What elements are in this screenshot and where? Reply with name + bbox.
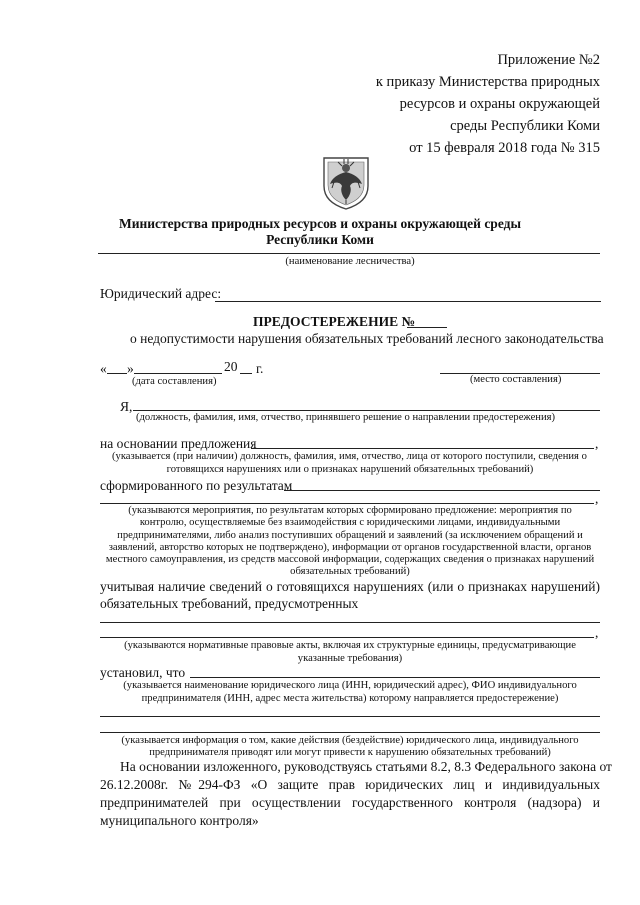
official-caption: (должность, фамилия, имя, отчество, принявшего решение о направлении предостережения)	[136, 412, 556, 423]
violation-field-line1[interactable]	[100, 716, 600, 717]
formed-comma: ,	[595, 491, 599, 506]
legal-address-label: Юридический адрес:	[100, 286, 222, 301]
proposal-comma: ,	[595, 436, 599, 451]
regulation-field-line1[interactable]	[100, 622, 600, 623]
proposal-field[interactable]	[251, 448, 594, 449]
considering-line1: учитывая наличие сведений о готовящихся нарушениях (или о признаках нарушений)	[100, 579, 600, 594]
place-caption: (место составления)	[470, 374, 562, 385]
formed-field-line2[interactable]	[100, 503, 594, 504]
order-reference-line3: среды Республики Коми	[450, 118, 600, 134]
basis-line3: предпринимателей при осуществлении государственного контроля (надзора) и	[100, 795, 600, 810]
established-label: установил, что	[100, 665, 186, 680]
legal-address-field[interactable]	[215, 301, 601, 302]
year-field[interactable]	[240, 373, 252, 374]
violation-field-line2[interactable]	[100, 732, 600, 733]
basis-line4: муниципального контроля»	[100, 813, 259, 828]
violation-caption-line1: (указывается информация о том, какие действия (бездействие) юридического лица, индивидуального	[121, 735, 579, 746]
regulation-field-line2[interactable]	[100, 637, 594, 638]
year-suffix: г.	[256, 361, 264, 376]
document-subtitle: о недопустимости нарушения обязательных требований лесного законодательства	[130, 331, 604, 346]
official-field[interactable]	[133, 410, 600, 411]
ministry-name-line1: Министерства природных ресурсов и охраны окружающей среды	[118, 216, 522, 231]
formed-caption-line6: обязательных требований)	[290, 566, 410, 577]
formed-caption-line1: (указываются мероприятия, по результатам которых сформировано предложение: мероприятия по	[128, 505, 572, 516]
warning-number-field[interactable]	[407, 327, 447, 328]
formed-caption-line3: предпринимателями, либо анализ поступивших обращений и заявлений (за исключением обращений и	[117, 530, 583, 541]
regulation-caption-line2: указанные требования)	[297, 653, 403, 664]
basis-line1: На основании изложенного, руководствуясь статьями 8.2, 8.3 Федерального закона от	[120, 759, 612, 774]
proposal-label: на основании предложения	[100, 436, 257, 451]
considering-comma: ,	[595, 625, 599, 640]
violation-caption-line2: предпринимателя приводят или могут привести к нарушению обязательных требований)	[149, 747, 551, 758]
forestry-name-caption: (наименование лесничества)	[285, 256, 415, 267]
formed-caption-line4: заявлений, авторство которых не подтверждено), информации от органов государственной власти, органов	[108, 542, 592, 553]
ministry-name-line2: Республики Коми	[266, 232, 374, 247]
proposal-caption-line1: (указывается (при наличии) должность, фамилия, имя, отчество, лица от которого поступили, сведения о	[112, 451, 587, 462]
order-reference-line2: ресурсов и охраны окружающей	[399, 96, 600, 112]
date-open-quote: «	[100, 361, 107, 376]
violator-caption-line2: предпринимателя (ИНН, адрес места жительства) которому направляется предостережение)	[141, 693, 559, 704]
date-close-quote: »	[127, 361, 134, 376]
formed-caption-line2: контролю, осуществляемые без взаимодействия с юридическими лицами, индивидуальными	[139, 517, 561, 528]
formed-field-line1[interactable]	[284, 490, 600, 491]
regulation-caption-line1: (указываются нормативные правовые акты, включая их структурные единицы, предусматривающие	[124, 640, 576, 651]
document-title: ПРЕДОСТЕРЕЖЕНИЕ №	[253, 314, 416, 329]
basis-line2: 26.12.2008г. №294-ФЗ «О защите прав юридических лиц и индивидуальных	[100, 777, 600, 792]
order-date-number: от 15 февраля 2018 года № 315	[409, 140, 600, 156]
formed-caption-line5: местного самоуправления, из средств массовой информации, содержащих сведения о признаках нарушений	[105, 554, 595, 565]
proposal-caption-line2: готовящихся нарушениях или о признаках нарушений обязательных требований)	[166, 464, 534, 475]
komi-coat-of-arms-icon	[320, 152, 372, 210]
considering-line2: обязательных требований, предусмотренных	[100, 596, 359, 611]
violator-field[interactable]	[190, 677, 600, 678]
day-field[interactable]	[107, 373, 127, 374]
formed-label: сформированного по результатам	[100, 478, 293, 493]
i-label: Я,	[120, 399, 133, 414]
violator-caption-line1: (указывается наименование юридического лица (ИНН, юридический адрес), ФИО индивидуального	[123, 680, 577, 691]
year-prefix: 20	[224, 359, 238, 374]
month-field[interactable]	[134, 373, 222, 374]
date-caption: (дата составления)	[132, 376, 217, 387]
order-reference-line1: к приказу Министерства природных	[375, 74, 600, 90]
annex-number: Приложение №2	[497, 52, 600, 68]
forestry-name-field[interactable]	[98, 253, 600, 254]
